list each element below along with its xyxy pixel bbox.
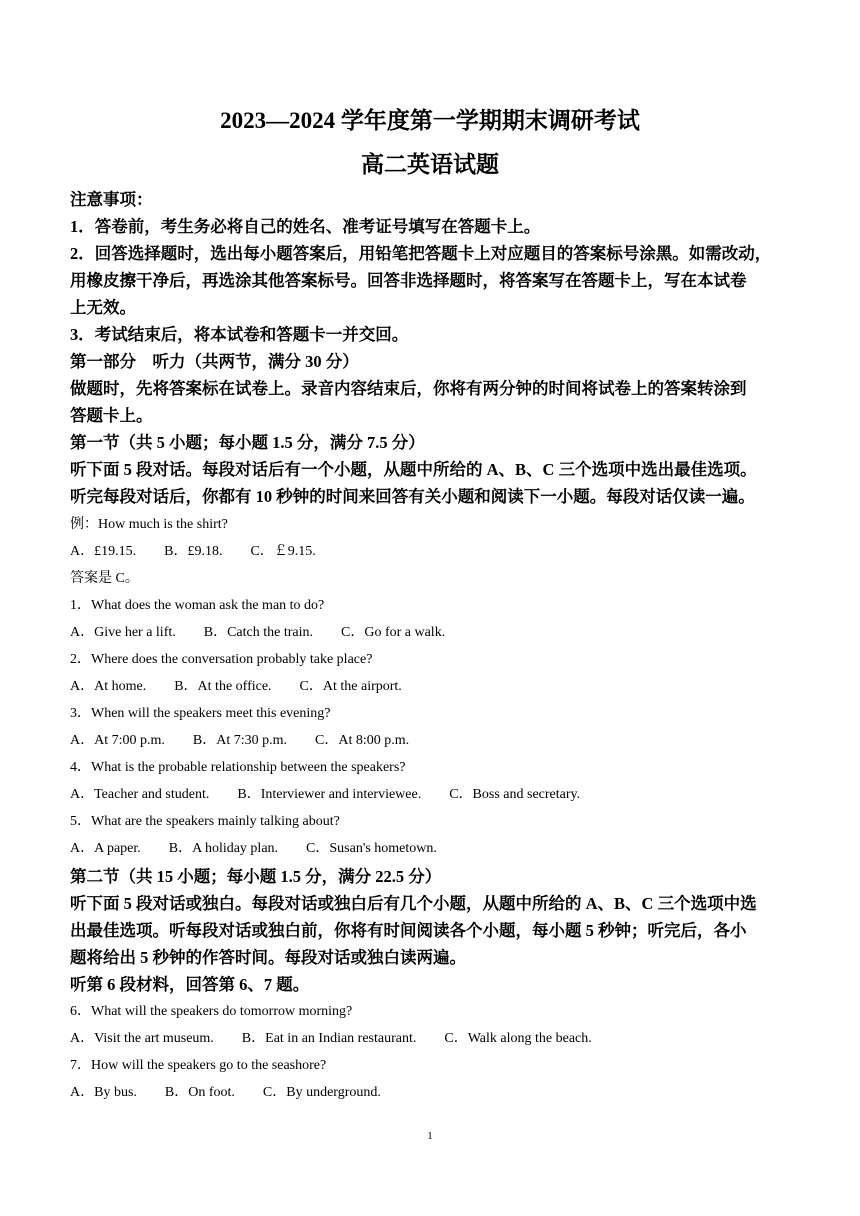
exam-title: 2023—2024 学年度第一学期期末调研考试 xyxy=(220,108,640,133)
notice-item: 1．答卷前，考生务必将自己的姓名、准考证号填写在答题卡上。 xyxy=(70,217,541,236)
notice-heading: 注意事项： xyxy=(70,190,153,209)
section2-instruction: 题将给出 5 秒钟的作答时间。每段对话或独白读两遍。 xyxy=(70,948,466,967)
page-number: 1 xyxy=(427,1130,433,1142)
question: 6．What will the speakers do tomorrow morning? xyxy=(70,1004,353,1019)
question-options: A．By bus. B．On foot. C．By underground. xyxy=(70,1085,381,1100)
question: 2．Where does the conversation probably take place? xyxy=(70,652,373,667)
section2-instruction: 听下面 5 段对话或独白。每段对话或独白后有几个小题，从题中所给的 A、B、C 三个选项中选 xyxy=(70,894,757,913)
material-heading: 听第 6 段材料，回答第 6、7 题。 xyxy=(70,975,310,994)
section1-instruction: 听下面 5 段对话。每段对话后有一个小题，从题中所给的 A、B、C 三个选项中选出最佳选项。 xyxy=(70,460,757,479)
question-options: A．Teacher and student. B．Interviewer and interviewee. C．Boss and secretary. xyxy=(70,787,581,802)
part1-instruction: 答题卡上。 xyxy=(70,406,153,425)
example-options: A．£19.15. B．£9.18. C．￡9.15. xyxy=(70,544,316,559)
question-options: A．Give her a lift. B．Catch the train. C．Go for a walk. xyxy=(70,625,446,640)
exam-subtitle: 高二英语试题 xyxy=(361,152,499,177)
section1-instruction: 听完每段对话后，你都有 10 秒钟的时间来回答有关小题和阅读下一小题。每段对话仅读一遍。 xyxy=(70,487,755,506)
question-options: A．Visit the art museum. B．Eat in an Indian restaurant. C．Walk along the beach. xyxy=(70,1031,592,1046)
question-options: A．A paper. B．A holiday plan. C．Susan's hometown. xyxy=(70,841,437,856)
question: 4．What is the probable relationship between the speakers? xyxy=(70,760,406,775)
question-options: A．At 7:00 p.m. B．At 7:30 p.m. C．At 8:00 p.m. xyxy=(70,733,410,748)
part1-heading: 第一部分 听力（共两节，满分 30 分） xyxy=(70,352,359,371)
section2-heading: 第二节（共 15 小题；每小题 1.5 分，满分 22.5 分） xyxy=(70,867,442,886)
section1-heading: 第一节（共 5 小题；每小题 1.5 分，满分 7.5 分） xyxy=(70,433,425,452)
part1-instruction: 做题时，先将答案标在试卷上。录音内容结束后，你将有两分钟的时间将试卷上的答案转涂到 xyxy=(70,379,747,398)
notice-item: 3．考试结束后，将本试卷和答题卡一并交回。 xyxy=(70,325,409,344)
question: 7．How will the speakers go to the seashore? xyxy=(70,1058,327,1073)
example-answer: 答案是 C。 xyxy=(70,571,139,586)
question-options: A．At home. B．At the office. C．At the airport. xyxy=(70,679,402,694)
question: 3．When will the speakers meet this evening? xyxy=(70,706,331,721)
example-question: 例：How much is the shirt? xyxy=(70,517,228,532)
question: 5．What are the speakers mainly talking about? xyxy=(70,814,340,829)
notice-item: 2．回答选择题时，选出每小题答案后，用铅笔把答题卡上对应题目的答案标号涂黑。如需改动， xyxy=(70,244,772,263)
question: 1．What does the woman ask the man to do? xyxy=(70,598,325,613)
section2-instruction: 出最佳选项。听每段对话或独白前，你将有时间阅读各个小题，每小题 5 秒钟；听完后，各小 xyxy=(70,921,747,940)
notice-item: 用橡皮擦干净后，再选涂其他答案标号。回答非选择题时，将答案写在答题卡上，写在本试卷 xyxy=(70,271,747,290)
notice-item: 上无效。 xyxy=(70,298,136,317)
